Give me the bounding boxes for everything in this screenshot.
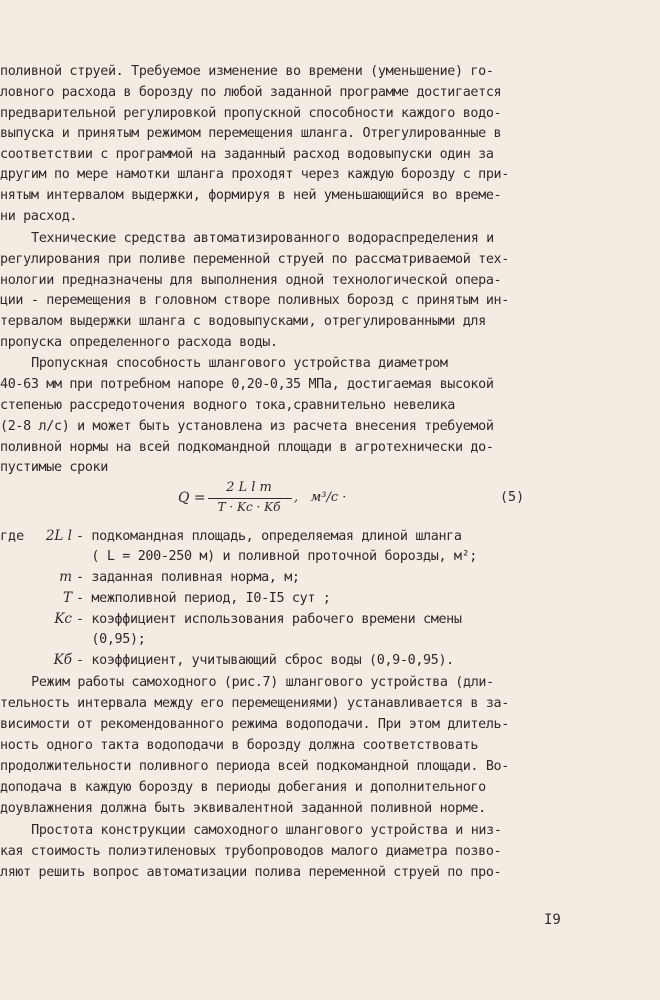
text-line: нятым интервалом выдержки, формируя в ней уменьшающийся во време- [0,188,502,203]
text-line: предварительной регулировкой пропускной способности каждого водо- [0,106,502,121]
variable-description: - заданная поливная норма, м; [76,570,300,585]
text-line: доподача в каждую борозду в периоды добегания и дополнительного [0,780,486,795]
variable-description: ( L = 200-250 м) и поливной проточной борозды, м²; [76,549,478,564]
variable-symbol: Kс [54,611,72,627]
text-line: ции - перемещения в головном створе поливных борозд с принятым ин- [0,293,509,308]
text-line: ность одного такта водоподачи в борозду должна соответствовать [0,738,479,753]
text-line: выпуска и принятым режимом перемещения шланга. Отрегулированные в [0,126,502,141]
text-line: регулирования при поливе переменной струей по рассматриваемой тех- [0,252,509,267]
page-number: I9 [544,912,561,928]
text-line: степенью рассредоточения водного тока,сравнительно невелика [0,398,455,413]
text-line: кая стоимость полиэтиленовых трубопроводов малого диаметра позво- [0,844,502,859]
variable-description: - межполивной период, I0-I5 сут ; [76,591,331,606]
text-line: доувлажнения должна быть эквивалентной заданной поливной норме. [0,801,486,816]
equation-number: (5) [500,490,525,505]
variable-symbol: m [59,569,72,585]
variable-symbol: 2L l [45,528,72,544]
text-line: Технические средства автоматизированного водораспределения и [8,231,494,246]
formula-units: , м³/с · [294,490,347,505]
text-line: Пропускная способность шлангового устройства диаметром [8,356,448,371]
text-line: 40-63 мм при потребном напоре 0,20-0,35 МПа, достигаемая высокой [0,377,494,392]
text-line: поливной нормы на всей подкомандной площади в агротехнически до- [0,440,494,455]
variable-symbol: Kб [53,652,72,668]
variable-description: - подкомандная площадь, определяемая длиной шланга [76,529,462,544]
text-line: тельность интервала между его перемещениями) устанавливается в за- [0,696,509,711]
variable-description: (0,95); [76,632,146,647]
variable-description: - коэффициент, учитывающий сброс воды (0,9-0,95). [76,653,454,668]
text-line: ляют решить вопрос автоматизации полива переменной струей по про- [0,865,502,880]
variable-symbol: T [62,590,72,606]
formula-5 [178,480,468,520]
formula-denominator: T · Kс · Kб [217,500,281,514]
text-line: продолжительности поливного периода всей подкомандной площади. Во- [0,759,509,774]
text-line: Простота конструкции самоходного шлангового устройства и низ- [8,823,502,838]
text-line: пропуска определенного расхода воды. [0,335,278,350]
text-line: тервалом выдержки шланга с водовыпусками, отрегулированными для [0,314,486,329]
text-line: (2-8 л/с) и может быть установлена из расчета внесения требуемой [0,419,494,434]
text-line: другим по мере намотки шланга проходят через каждую борозду с при- [0,167,509,182]
formula-numerator: 2 L l m [226,480,272,495]
text-line: Режим работы самоходного (рис.7) шлангового устройства (дли- [8,675,494,690]
formula-lhs: Q = [178,490,206,506]
text-line: ловного расхода в борозду по любой заданной программе достигается [0,85,502,100]
where-label: где [0,529,25,544]
text-line: пустимые сроки [0,460,108,475]
text-line: нологии предназначены для выполнения одной технологической опера- [0,273,502,288]
text-line: поливной струей. Требуемое изменение во времени (уменьшение) го- [0,64,494,79]
variable-description: - коэффициент использования рабочего времени смены [76,612,462,627]
text-line: ни расход. [0,209,78,224]
fraction-bar [208,498,292,499]
text-line: висимости от рекомендованного режима водоподачи. При этом длитель- [0,717,509,732]
text-line: соответствии с программой на заданный расход водовыпуски один за [0,147,494,162]
